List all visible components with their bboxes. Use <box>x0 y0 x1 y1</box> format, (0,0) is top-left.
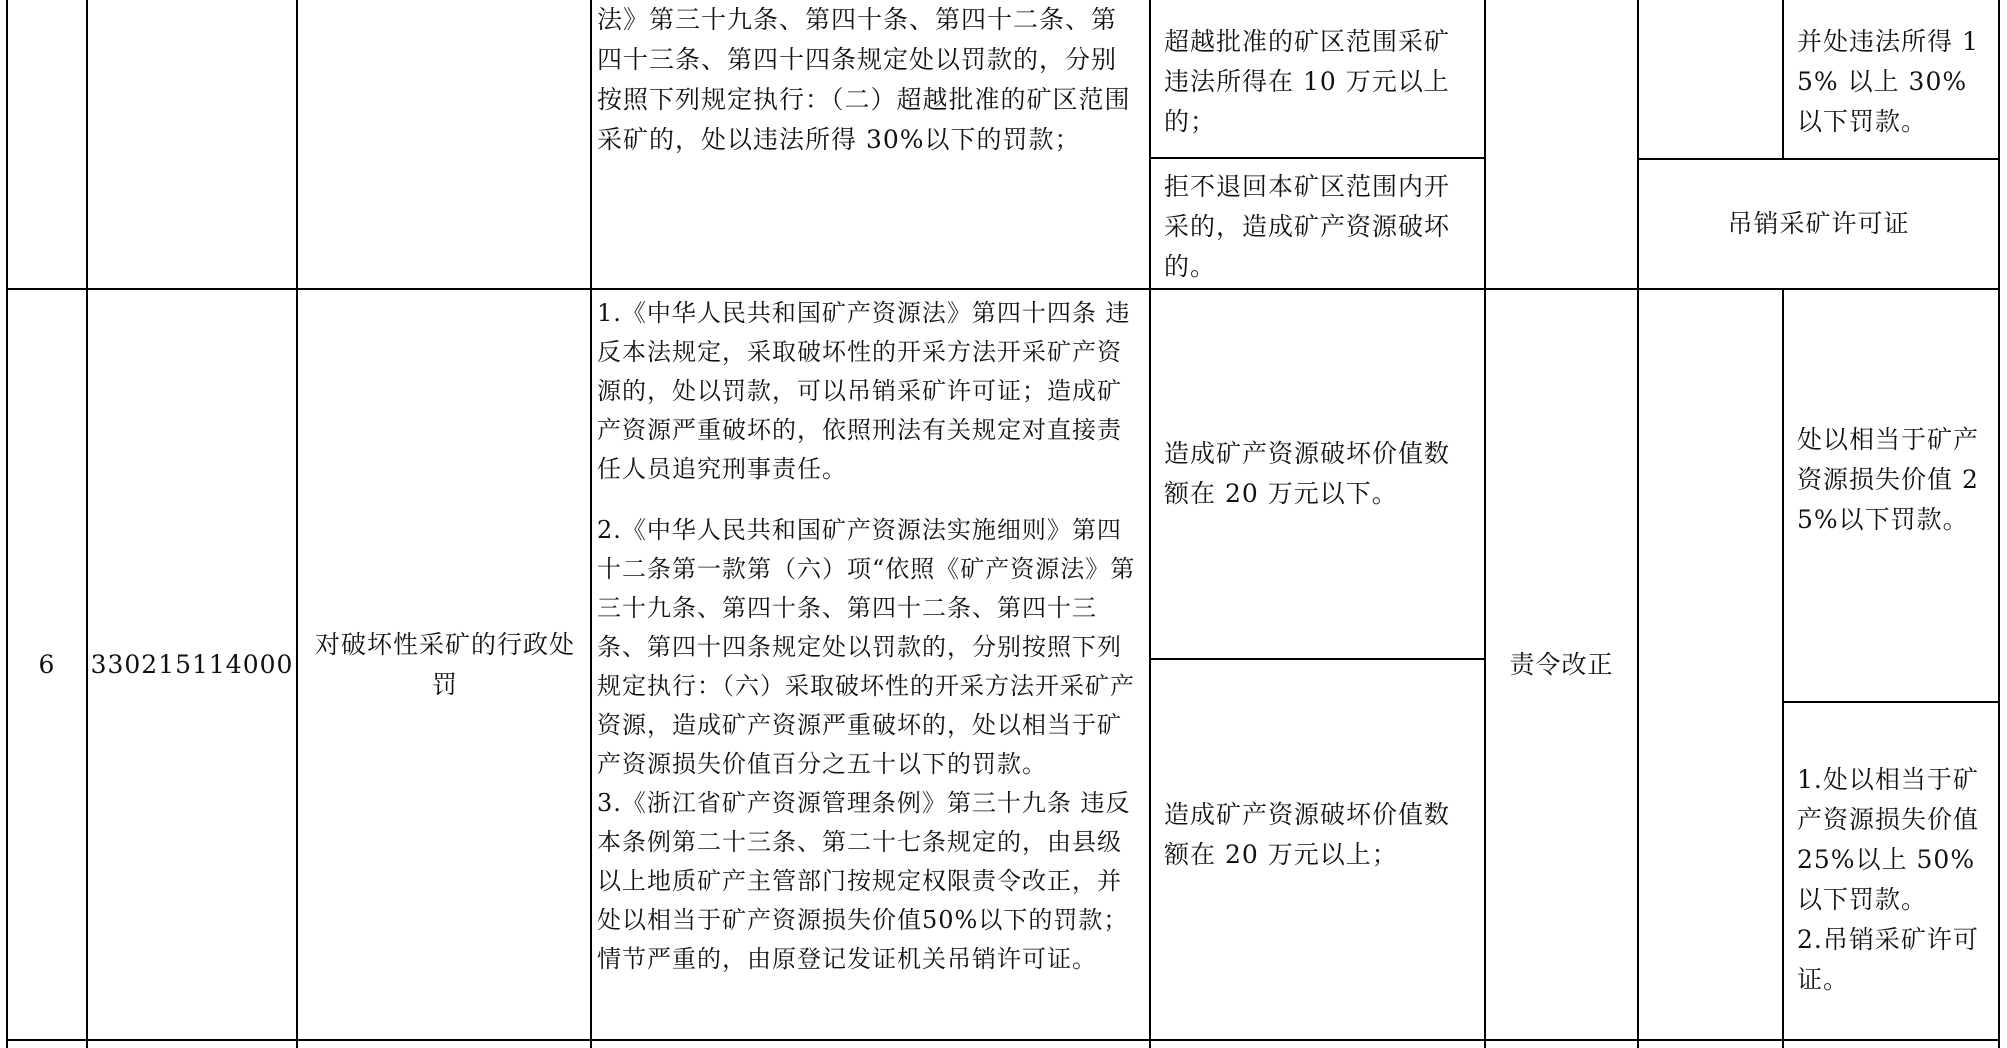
col-divider-name <box>590 0 592 1048</box>
row6-measure: 责令改正 <box>1509 649 1614 679</box>
top-standard-b-text: 吊销采矿许可证 <box>1727 209 1910 238</box>
row6-standard-b-cell <box>1797 760 1993 1000</box>
top-basis-cell <box>597 0 1141 160</box>
row-divider <box>1149 157 1484 159</box>
top-situation-b-text: 拒不退回本矿区范围内开采的，造成矿产资源破坏的。 <box>1164 172 1451 281</box>
top-situation-b-cell <box>1164 167 1474 287</box>
row6-basis-1: 1.《中华人民共和国矿产资源法》第四十四条 违反本法规定，采取破坏性的开采方法开采矿产资源的，处以罚款，可以吊销采矿许可证；造成矿产资源严重破坏的，依照刑法有关规定对直接责任人员追究刑事责任。 <box>597 299 1131 483</box>
row-divider <box>1149 658 1484 660</box>
row6-basis-cell <box>597 294 1141 979</box>
row6-situation-a-cell <box>1164 434 1474 514</box>
row6-standard-b-2: 2.吊销采矿许可证。 <box>1797 925 1979 994</box>
row6-name: 对破坏性采矿的行政处罚 <box>314 629 575 699</box>
row6-code: 330215114000 <box>90 649 294 679</box>
top-standard-a-cell <box>1797 22 1993 142</box>
row6-situation-b-cell <box>1164 795 1474 875</box>
row6-basis-2: 2.《中华人民共和国矿产资源法实施细则》第四十二条第一款第（六）项“依照《矿产资源法》第三十九条、第四十条、第四十二条、第四十三条、第四十四条规定处以罚款的，分别按照下列规定执行：（六）采取破坏性的开采方法开采矿产资源，造成矿产资源严重破坏的，处以相当于矿产资源损失价值百分之五十以下的罚款。 <box>597 516 1136 778</box>
row6-standard-a-text: 处以相当于矿产资源损失价值 25%以下罚款。 <box>1797 425 1980 534</box>
row6-seq: 6 <box>38 649 56 679</box>
top-situation-a-cell <box>1164 22 1474 142</box>
col-divider-sub <box>1782 289 1784 1048</box>
row6-name-cell <box>306 290 584 1039</box>
table-border-bottom <box>6 1039 2000 1041</box>
top-standard-a-text: 并处违法所得 15% 以上 30% 以下罚款。 <box>1797 27 1979 136</box>
row6-standard-b-1: 1.处以相当于矿产资源损失价值 25%以上 50%以下罚款。 <box>1797 765 1988 914</box>
row6-situation-a-text: 造成矿产资源破坏价值数额在 20 万元以下。 <box>1164 439 1451 508</box>
top-situation-a-text: 超越批准的矿区范围采矿违法所得在 10 万元以上的； <box>1164 27 1451 136</box>
col-divider-sub <box>1782 0 1784 160</box>
row6-code-cell <box>88 290 296 1039</box>
row-divider <box>1782 701 2000 703</box>
top-basis-text: 法》第三十九条、第四十条、第四十二条、第四十三条、第四十四条规定处以罚款的，分别按照下列规定执行：（二）超越批准的矿区范围采矿的，处以违法所得 30%以下的罚款； <box>597 5 1131 154</box>
col-divider-code <box>296 0 298 1048</box>
top-standard-b-cell <box>1639 160 1998 288</box>
row6-standard-a-cell <box>1797 420 1993 540</box>
row6-situation-b-text: 造成矿产资源破坏价值数额在 20 万元以上； <box>1164 800 1451 869</box>
row6-seq-cell <box>8 290 86 1039</box>
row6-basis-3: 3.《浙江省矿产资源管理条例》第三十九条 违反本条例第二十三条、第二十七条规定的，由县级以上地质矿产主管部门按规定权限责令改正，并处以相当于矿产资源损失价值50%以下的罚款；情节严重的，由原登记发证机关吊销许可证。 <box>597 789 1131 973</box>
row6-measure-cell <box>1486 290 1637 1039</box>
